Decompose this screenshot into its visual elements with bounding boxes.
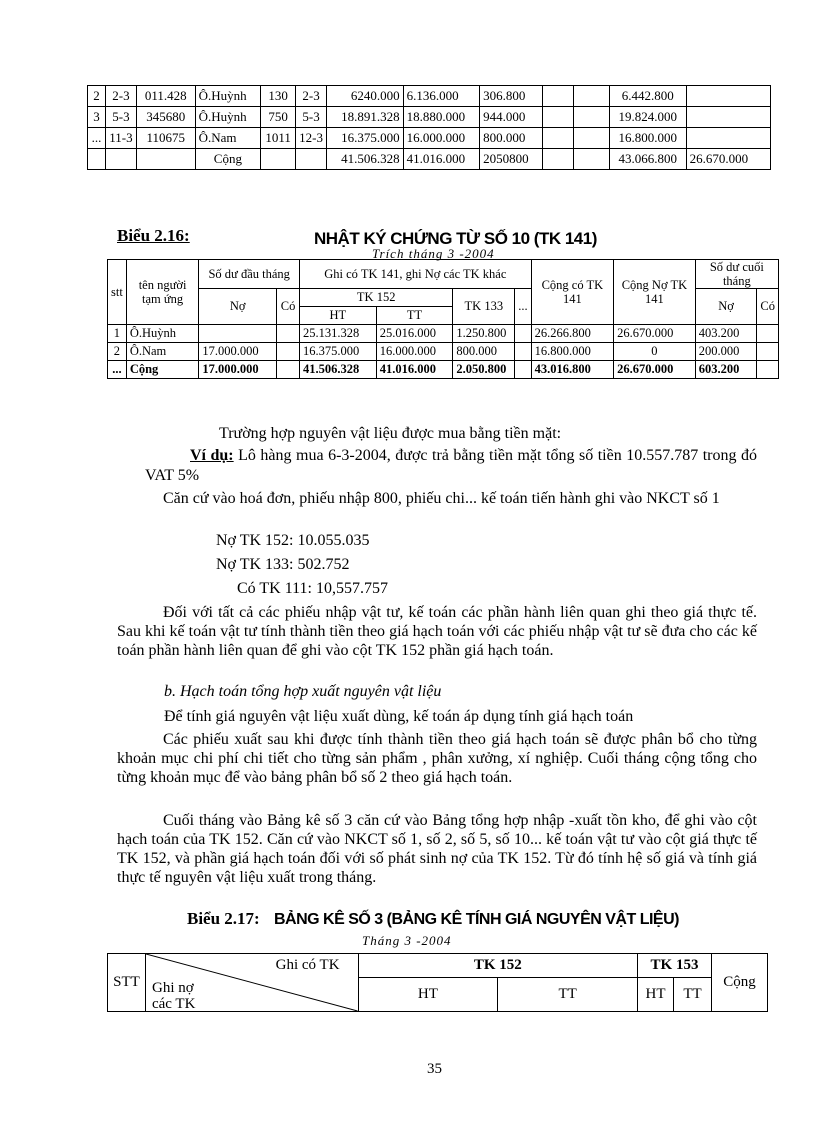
table-cell: 2.050.800 [453,361,515,379]
header-dots: ... [515,289,531,325]
table-cell [261,149,296,170]
table-cell: 17.000.000 [199,361,277,379]
bk3-header-152-ht: HT [358,978,498,1012]
table-cell: 16.375.000 [326,128,403,149]
header-tk133: TK 133 [453,289,515,325]
table-cell: Ô.Huỳnh [195,86,261,107]
table-cell [757,325,779,343]
bk3-header-diagonal [145,954,358,1012]
bk3-header-153-ht: HT [638,978,674,1012]
table-cell: 130 [261,86,296,107]
table-cell: 403.200 [695,325,757,343]
table-cell: 17.000.000 [199,343,277,361]
table-cell [199,325,277,343]
bk3-header-cong: Cộng [711,954,767,1012]
table-cell: 1011 [261,128,296,149]
bk3-header-tk152: TK 152 [358,954,638,978]
table-cell: 1 [108,325,127,343]
vi-du-text: Lô hàng mua 6-3-2004, được trả bằng tiền mặt tổng số tiền 10.557.787 trong đó VAT 5% [145,447,757,484]
bang-ke-3-table [107,953,768,1012]
table-cell [515,325,531,343]
table-cell: 18.891.328 [326,107,403,128]
header-ten-nguoi: tên người tạm ứng [126,260,199,325]
table-cell: 2050800 [480,149,543,170]
table-cell: 16.800.000 [609,128,686,149]
table-cell: 19.824.000 [609,107,686,128]
header-ht: HT [300,307,377,325]
table-cell: 26.670.000 [686,149,770,170]
table-cell [573,149,609,170]
nkct-10-table [107,259,779,379]
table-cell: 2 [88,86,106,107]
table-cell: 25.131.328 [300,325,377,343]
table-cell [542,128,573,149]
table-cell: 0 [614,343,696,361]
header-cuoi-co: Có [757,289,779,325]
table-row [108,325,779,343]
table-cell [542,86,573,107]
table-cell: Ô.Nam [195,128,261,149]
header-no: Nợ [199,289,277,325]
nkct-continuation-table [87,85,771,170]
table-cell: 800.000 [453,343,515,361]
table-cell [757,361,779,379]
table-cell [686,128,770,149]
bk3-header-152-tt: TT [498,978,638,1012]
table-cell [542,107,573,128]
table-cell: ... [108,361,127,379]
table-cell: 16.375.000 [300,343,377,361]
table-cell: 43.066.800 [609,149,686,170]
header-cong-no: Cộng Nợ TK 141 [614,260,696,325]
paragraph-can-cu: Căn cứ vào hoá đơn, phiếu nhập 800, phiếu chi... kế toán tiến hành ghi vào NKCT số 1 [163,490,720,507]
table-cell [515,361,531,379]
table-cell: 26.670.000 [614,361,696,379]
table-cell: 5-3 [296,107,327,128]
page-number: 35 [427,1061,442,1077]
table-row [88,149,771,170]
table-cell: 26.670.000 [614,325,696,343]
table-cell: 800.000 [480,128,543,149]
bk3-header-153-tt: TT [674,978,712,1012]
header-cuoi-no: Nợ [695,289,757,325]
table-cell: 41.016.000 [403,149,480,170]
table-cell: 41.506.328 [326,149,403,170]
table-cell [573,107,609,128]
table-cell [105,149,136,170]
heading-hach-toan-xuat: b. Hạch toán tổng hợp xuất nguyên vật liệu [164,683,442,700]
header-stt: stt [108,260,127,325]
table-cell [573,128,609,149]
table-cell: 2 [108,343,127,361]
header-so-du-dau: Số dư đầu tháng [199,260,300,289]
vi-du-label: Ví dụ: [190,447,234,464]
table-cell: 603.200 [695,361,757,379]
paragraph-vi-du [145,446,757,486]
table-cell: 26.266.800 [531,325,614,343]
table-cell: Cộng [195,149,261,170]
entry-co-111: Có TK 111: 10,557.757 [237,580,388,597]
bieu-2-16-label: Biểu 2.16: [117,226,190,245]
table-cell: 110675 [136,128,195,149]
table-cell: 200.000 [695,343,757,361]
table-cell [277,361,300,379]
header-co: Có [277,289,300,325]
bieu-2-16-title: NHẬT KÝ CHỨNG TỪ SỐ 10 (TK 141) [314,229,597,248]
table-cell: 6240.000 [326,86,403,107]
header-ghi-co: Ghi có TK 141, ghi Nợ các TK khác [300,260,532,289]
bk3-header-ghi-co: Ghi có TK [275,957,340,973]
table-cell: 306.800 [480,86,543,107]
bieu-2-17-subtitle: Tháng 3 -2004 [362,933,452,948]
table-row [88,86,771,107]
bk3-header-tk153: TK 153 [638,954,712,978]
paragraph-phieu-xuat: Các phiếu xuất sau khi được tính thành tiền theo giá hạch toán sẽ được phân bổ cho từng khoản mục chi phí chi tiết cho từng sản phẩm , phân xưởng, xí nghiệp. Cuối tháng cộng tổng cho từng khoản mục để vào bảng phân bổ số 2 theo giá hạch toán. [117,731,757,786]
header-cong-co: Cộng có TK 141 [531,260,614,325]
paragraph-tinh-gia: Để tính giá nguyên vật liệu xuất dùng, kế toán áp dụng tính giá hạch toán [164,708,634,725]
entry-no-152: Nợ TK 152: 10.055.035 [216,532,370,549]
table-cell: 16.000.000 [376,343,453,361]
bieu-2-17-label: Biểu 2.17: [187,909,260,928]
table-cell: 18.880.000 [403,107,480,128]
paragraph-phieu-nhap: Đối với tất cả các phiếu nhập vật tư, kế toán các phần hành liên quan ghi theo giá thực tế. Sau khi kế toán vật tư tính thành tiền theo giá hạch toán với các phiếu nhập vật tư sẽ đưa cho các kế toán phần hành liên quan để ghi vào cột TK 152 phần giá hạch toán. [117,604,757,659]
table-row [108,343,779,361]
table-cell: 011.428 [136,86,195,107]
table-cell: 2-3 [105,86,136,107]
table-cell: 750 [261,107,296,128]
table-cell: 12-3 [296,128,327,149]
table-cell: 345680 [136,107,195,128]
table-cell: 41.506.328 [300,361,377,379]
table-cell [542,149,573,170]
table-cell [757,343,779,361]
paragraph-tien-mat: Trường hợp nguyên vật liệu được mua bằng tiền mặt: [219,425,562,442]
table-cell [136,149,195,170]
table-cell [573,86,609,107]
table-cell [515,343,531,361]
table-row [88,128,771,149]
table-cell: 2-3 [296,86,327,107]
table-cell: 3 [88,107,106,128]
table-row [88,107,771,128]
table-cell: 6.136.000 [403,86,480,107]
table-row [108,361,779,379]
entry-no-133: Nợ TK 133: 502.752 [216,556,350,573]
table-cell: 41.016.000 [376,361,453,379]
bk3-header-stt: STT [108,954,146,1012]
table-cell: 944.000 [480,107,543,128]
table-cell: 25.016.000 [376,325,453,343]
table-cell [277,343,300,361]
header-so-du-cuoi: Số dư cuối tháng [695,260,778,289]
table-cell: 1.250.800 [453,325,515,343]
table-cell: Ô.Huỳnh [195,107,261,128]
table-cell: ... [88,128,106,149]
table-cell: 16.800.000 [531,343,614,361]
table-cell: 11-3 [105,128,136,149]
paragraph-bang-ke-3: Cuối tháng vào Bảng kê số 3 căn cứ vào Bảng tổng hợp nhập -xuất tồn kho, để ghi vào cột hạch toán của TK 152. Căn cứ vào NKCT số 1, số 2, số 5, số 10... kế toán vật tư vào cột giá thực tế TK 152, và phần giá hạch toán đối với số phát sinh nợ của TK 152. Từ đó tính hệ số giá và tính giá thực tế nguyên vật liệu xuất trong tháng. [117,812,757,886]
bk3-header-ghi-no: Ghi nợ các TK [151,980,196,1012]
table-cell [686,107,770,128]
table-cell: Cộng [126,361,199,379]
header-tk152: TK 152 [300,289,453,307]
table-cell: 5-3 [105,107,136,128]
table-cell [686,86,770,107]
table-cell [88,149,106,170]
table-cell: 6.442.800 [609,86,686,107]
table-cell: 43.016.800 [531,361,614,379]
table-cell [277,325,300,343]
bieu-2-17-title: BẢNG KÊ SỐ 3 (BẢNG KÊ TÍNH GIÁ NGUYÊN VẬT LIỆU) [274,911,679,928]
table-cell [296,149,327,170]
table-cell: Ô.Huỳnh [126,325,199,343]
header-tt: TT [376,307,453,325]
table-cell: 16.000.000 [403,128,480,149]
table-cell: Ô.Nam [126,343,199,361]
bieu-2-16-subtitle: Trích tháng 3 -2004 [372,246,495,261]
